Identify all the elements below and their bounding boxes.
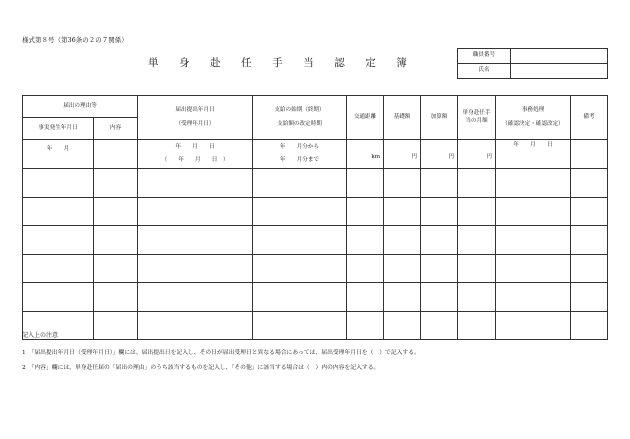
form-number: 様式第８号（第36条の２の７関係） (22, 36, 128, 44)
table-cell[interactable] (458, 311, 496, 340)
header-distance: 交通距離 (347, 96, 384, 140)
table-cell[interactable] (421, 254, 458, 283)
table-cell[interactable] (496, 254, 571, 283)
table-cell[interactable] (94, 226, 138, 255)
header-allowance: 単身赴任手当の月額 (458, 96, 496, 140)
table-cell[interactable] (571, 197, 608, 226)
header-remarks: 備考 (571, 96, 608, 140)
cell-remarks[interactable] (571, 140, 608, 169)
table-cell[interactable] (421, 197, 458, 226)
table-cell[interactable] (94, 283, 138, 312)
certification-table (22, 95, 608, 340)
notes-heading: 記入上の注意 (22, 332, 59, 339)
table-cell[interactable] (571, 254, 608, 283)
table-cell[interactable] (253, 197, 347, 226)
table-cell[interactable] (94, 254, 138, 283)
table-cell[interactable] (347, 283, 384, 312)
cell-distance[interactable]: km (347, 140, 384, 169)
table-cell[interactable] (571, 169, 608, 198)
header-notify-reason: 届出の理由等 (23, 96, 138, 118)
table-cell[interactable] (421, 311, 458, 340)
table-cell[interactable] (138, 226, 253, 255)
table-cell[interactable] (138, 311, 253, 340)
table-cell[interactable] (421, 283, 458, 312)
table-cell[interactable] (23, 169, 94, 198)
table-cell[interactable] (496, 169, 571, 198)
table-cell[interactable] (458, 226, 496, 255)
cell-pay-period[interactable]: 年 月分から 年 月分まで (253, 140, 347, 169)
table-cell[interactable] (421, 169, 458, 198)
cell-event-date[interactable]: 年 月 (23, 140, 94, 169)
table-cell[interactable] (138, 254, 253, 283)
table-row (23, 226, 608, 255)
table-cell[interactable] (458, 283, 496, 312)
table-row (23, 140, 608, 169)
table-cell[interactable] (253, 311, 347, 340)
table-cell[interactable] (384, 311, 421, 340)
table-cell[interactable] (571, 226, 608, 255)
note-item-2: 2 「内容」欄には、単身赴任届の「届出の理由」のうち該当するものを記入し、「その他」に該当する場合は（ ）内の内容を記入する。 (22, 365, 380, 371)
table-cell[interactable] (138, 283, 253, 312)
header-pay-period: 支給の始期（終期） 支給額の改定時期 (253, 96, 347, 140)
table-cell[interactable] (384, 254, 421, 283)
table-cell[interactable] (138, 169, 253, 198)
header-submit-date: 届出提出年月日 （受理年月日） (138, 96, 253, 140)
table-cell[interactable] (347, 169, 384, 198)
table-cell[interactable] (23, 226, 94, 255)
header-addition: 加算額 (421, 96, 458, 140)
table-cell[interactable] (347, 197, 384, 226)
table-row (23, 311, 608, 340)
table-cell[interactable] (458, 197, 496, 226)
table-cell[interactable] (138, 197, 253, 226)
table-cell[interactable] (458, 169, 496, 198)
table-cell[interactable] (384, 169, 421, 198)
table-cell[interactable] (571, 311, 608, 340)
table-cell[interactable] (384, 226, 421, 255)
cell-allowance[interactable]: 円 (458, 140, 496, 169)
header-processing: 事務処理 （確認決定・確認改定） (496, 96, 571, 140)
table-row (23, 254, 608, 283)
name-label: 氏名 (458, 64, 511, 79)
table-cell[interactable] (347, 254, 384, 283)
name-field[interactable] (511, 64, 608, 79)
cell-submit-date[interactable]: 年 月 日 （ 年 月 日 ） (138, 140, 253, 169)
table-cell[interactable] (253, 254, 347, 283)
table-cell[interactable] (23, 283, 94, 312)
header-base: 基礎額 (384, 96, 421, 140)
header-event-date: 事実発生年月日 (23, 118, 94, 140)
table-cell[interactable] (496, 197, 571, 226)
table-cell[interactable] (571, 283, 608, 312)
cell-processing[interactable]: 年 月 日 (496, 140, 571, 169)
table-cell[interactable] (347, 226, 384, 255)
table-cell[interactable] (421, 226, 458, 255)
table-cell[interactable] (384, 283, 421, 312)
page-title: 単 身 赴 任 手 当 認 定 簿 (148, 57, 416, 69)
table-cell[interactable] (253, 226, 347, 255)
table-cell[interactable] (384, 197, 421, 226)
header-content: 内容 (94, 118, 138, 140)
table-cell[interactable] (496, 226, 571, 255)
table-row (23, 283, 608, 312)
table-cell[interactable] (23, 254, 94, 283)
table-row (23, 169, 608, 198)
table-cell[interactable] (496, 283, 571, 312)
table-cell[interactable] (94, 169, 138, 198)
table-cell[interactable] (253, 283, 347, 312)
table-cell[interactable] (23, 197, 94, 226)
cell-base[interactable]: 円 (384, 140, 421, 169)
note-item-1: 1 「届出提出年月日（受理年月日）」欄には、届出提出日を記入し、その日が届出受理日と異なる場合にあっては、届出受理年月日を（ ）で記入する。 (22, 350, 420, 356)
table-cell[interactable] (347, 311, 384, 340)
table-row (23, 197, 608, 226)
employee-no-label: 職員番号 (458, 49, 511, 64)
table-cell[interactable] (94, 311, 138, 340)
table-cell[interactable] (458, 254, 496, 283)
employee-id-box (457, 48, 608, 79)
table-cell[interactable] (496, 311, 571, 340)
employee-no-field[interactable] (511, 49, 608, 64)
cell-addition[interactable]: 円 (421, 140, 458, 169)
table-cell[interactable] (253, 169, 347, 198)
cell-content[interactable] (94, 140, 138, 169)
table-cell[interactable] (94, 197, 138, 226)
